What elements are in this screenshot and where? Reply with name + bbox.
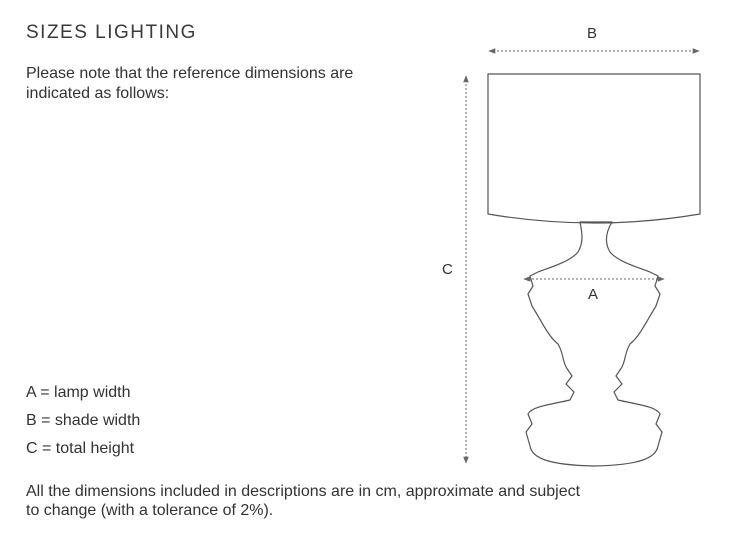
intro-text: Please note that the reference dimensions are indicated as follows:	[26, 65, 354, 102]
legend-item-a: A = lamp width	[26, 384, 131, 401]
legend-item-c: C = total height	[26, 440, 135, 457]
label-a: A	[588, 286, 599, 303]
legend-item-b: B = shade width	[26, 412, 141, 429]
label-b: B	[587, 25, 598, 42]
dimension-legend	[26, 382, 140, 466]
lamp-base-outline	[526, 222, 662, 466]
dimensions-note: All the dimensions included in descriptions are in cm, approximate and subject to change (with a tolerance of 2%).	[26, 483, 581, 519]
page-title: SIZES LIGHTING	[26, 22, 197, 43]
lamp-shade-outline	[488, 74, 700, 223]
label-c: C	[442, 261, 453, 278]
